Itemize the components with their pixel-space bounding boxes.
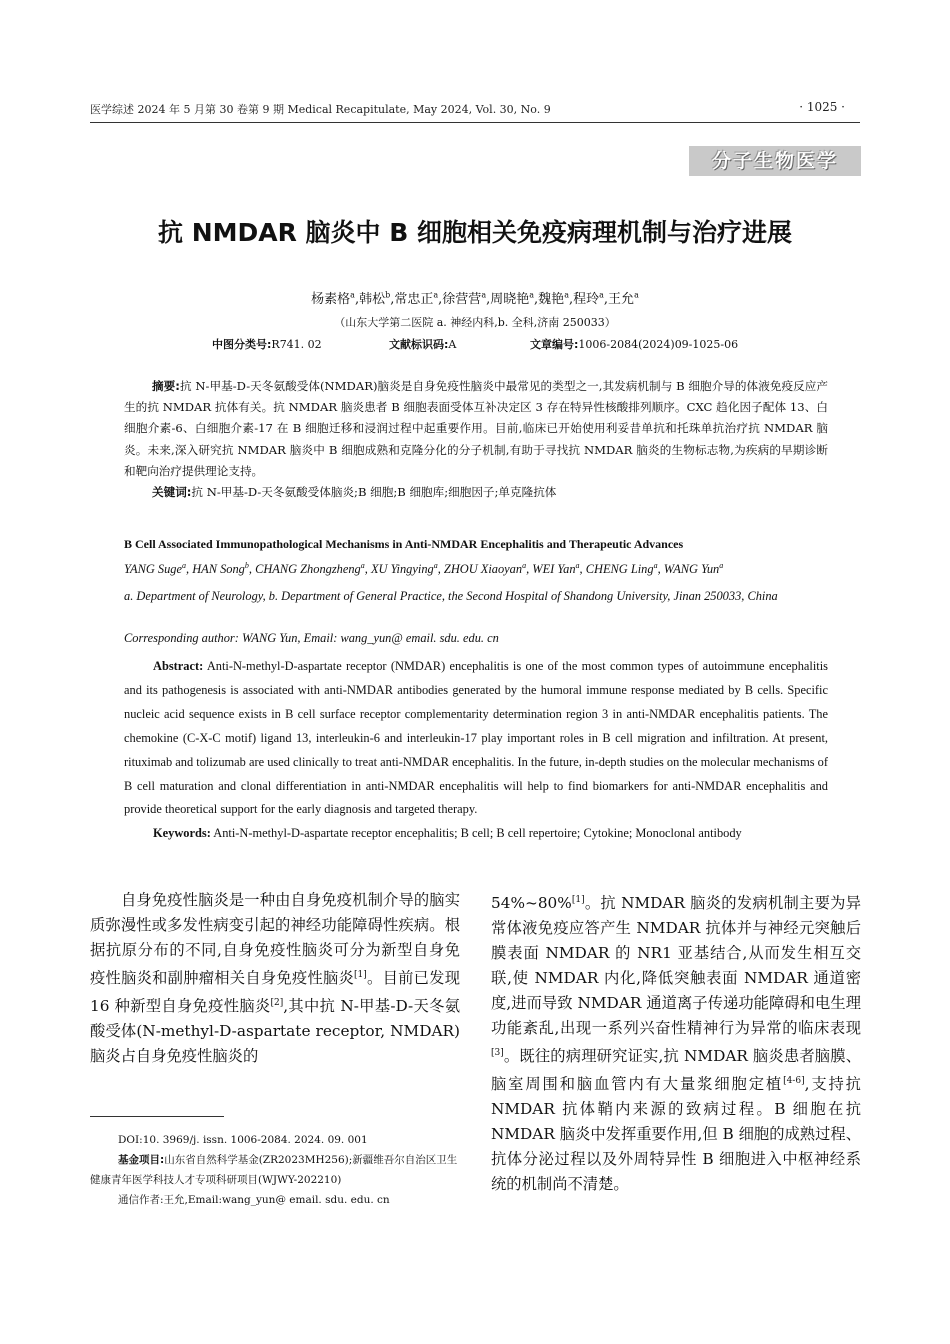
en-keywords: Anti-N-methyl-D-aspartate receptor encephalitis; B cell; B cell repertoire; Cytokine; Monoclonal antibody <box>213 826 742 841</box>
section-tag: 分子生物医学 <box>689 146 861 176</box>
fund-note: 基金项目:山东省自然科学基金(ZR2023MH256);新疆维吾尔自治区卫生健康青年医学科技人才专项科研项目(WJWY-202210) <box>90 1154 458 1186</box>
author-list: 杨素格$^a$,韩松$^b$,常忠正$^a$,徐营营$^a$,周晓艳$^a$,魏艳$^a$,程玲$^a$,王允$^a$ <box>311 290 639 307</box>
en-title: B Cell Associated Immunopathological Mechanisms in Anti-NMDAR Encephalitis and Therapeutic Advances <box>124 537 684 551</box>
corresponding-note: 通信作者:王允,Email:wang_yun@ email. sdu. edu. cn <box>118 1194 390 1206</box>
citation: [4-6] <box>783 1076 805 1087</box>
en-abstract: Abstract: Anti-N-methyl-D-aspartate receptor (NMDAR) encephalitis is one of the most common types of autoimmune encephalitis and its pathogenesis is associated with anti-NMDAR antibodies generated by the humoral immune response mediated by B cells. Specific nucleic acid sequence exists in B cell surface receptor complementarity determination region 3 in anti-NMDAR encephalitis patients. The chemokine (C-X-C motif) ligand 13, interleukin-6 and interleukin-17 play important roles in B cell migration and infiltration. At present, rituximab and tolizumab are used clinically to treat anti-NMDAR encephalitis. In the future, in-depth studies on the molecular mechanisms of B cell maturation and clonal differentiation in anti-NMDAR encephalitis will help to find biomarkers for anti-NMDAR encephalitis and provide theoretical support for the early diagnosis and targeted therapy. Keywords: Anti-N-methyl-D-aspartate receptor encephalitis; B cell; B cell repertoire; Cytokine; Monoclonal antibody <box>124 659 828 841</box>
header-divider <box>90 122 860 123</box>
author: 周晓艳 <box>490 292 530 307</box>
author: 徐营营 <box>442 292 482 307</box>
citation: [2] <box>270 998 284 1009</box>
citation: [1] <box>571 895 585 905</box>
author: 魏艳 <box>538 292 565 307</box>
page-number: · 1025 · <box>799 100 845 114</box>
en-corresponding-author: Corresponding author: WANG Yun, Email: wang_yun@ email. sdu. edu. cn <box>124 631 499 645</box>
footnote-divider <box>90 1116 224 1117</box>
document-code: 文献标识码:A <box>389 338 457 351</box>
journal-header: 医学综述 2024 年 5 月第 30 卷第 9 期 Medical Recapitulate, May 2024, Vol. 30, No. 9 <box>90 103 551 116</box>
affiliation: （山东大学第二医院 a. 神经内科,b. 全科,济南 250033） <box>334 316 616 329</box>
author: 王允 <box>608 292 635 307</box>
clc-number: 中图分类号:R741. 02 <box>212 338 322 351</box>
cn-abstract: 摘要:抗 N-甲基-D-天冬氨酸受体(NMDAR)脑炎是自身免疫性脑炎中最常见的类型之一,其发病机制与 B 细胞介导的体液免疫反应产生的抗 NMDAR 抗体有关。抗 NMDAR 脑炎患者 B 细胞表面受体互补决定区 3 存在特异性核酸排列顺序。CXC 趋化因子配体 13、白细胞介素-6、白细胞介素-17 在 B 细胞迁移和浸润过程中起重要作用。目前,临床已开始使用利妥昔单抗和托珠单抗治疗抗 NMDAR 脑炎。未来,深入研究抗 NMDAR 脑炎中 B 细胞成熟和克隆分化的分子机制,有助于寻找抗 NMDAR 脑炎的生物标志物,为疾病的早期诊断和靶向治疗提供理论支持。 关键词:抗 N-甲基-D-天冬氨酸受体脑炎;B 细胞;B 细胞库;细胞因子;单克隆抗体 <box>124 379 829 500</box>
author: 程玲 <box>573 292 600 307</box>
article-title: 抗 NMDAR 脑炎中 B 细胞相关免疫病理机制与治疗进展 <box>157 218 793 247</box>
body-left-column: 自身免疫性脑炎是一种由自身免疫机制介导的脑实质弥漫性或多发性病变引起的神经功能障碍性疾病。根据抗原分布的不同,自身免疫性脑炎可分为新型自身免疫性脑炎和副肿瘤相关自身免疫性脑炎[1]。目前已发现 16 种新型自身免疫性脑炎[2],其中抗 N-甲基-D-天冬氨酸受体(N-methyl-D-aspartate receptor, NMDAR)脑炎占自身免疫性脑炎的 <box>90 891 460 1066</box>
citation: [3] <box>491 1048 504 1059</box>
author: 杨素格 <box>311 292 351 307</box>
en-affiliation: a. Department of Neurology, b. Department of General Practice, the Second Hospital of Shandong University, Jinan 250033, China <box>124 589 778 603</box>
author: 韩松 <box>359 292 386 307</box>
article-number: 文章编号:1006-2084(2024)09-1025-06 <box>530 338 739 351</box>
doi: DOI:10. 3969/j. issn. 1006-2084. 2024. 09. 001 <box>118 1134 368 1146</box>
citation: [1] <box>354 970 367 980</box>
author: 常忠正 <box>394 292 434 307</box>
body-right-column: 54%~80%[1]。抗 NMDAR 脑炎的发病机制主要为异常体液免疫应答产生 NMDAR 抗体并与神经元突触后膜表面 NMDAR 的 NR1 亚基结合,从而发生相互交联,使 NMDAR 内化,降低突触表面 NMDAR 通道密度,进而导致 NMDAR 通道离子传递功能障碍和电生理功能紊乱,出现一系列兴奋性精神行为异常的临床表现[3]。既往的病理研究证实,抗 NMDAR 脑炎患者脑膜、脑室周围和脑血管内有大量浆细胞定植[4-6],支持抗 NMDAR 抗体鞘内来源的致病过程。B 细胞在抗 NMDAR 脑炎中发挥重要作用,但 B 细胞的成熟过程、抗体分泌过程以及外周特异性 B 细胞进入中枢神经系统的机制尚不清楚。 <box>491 894 861 1194</box>
en-author-list: YANG Suge$^a$, HAN Song$^b$, CHANG Zhongzheng$^a$, XU Yingying$^a$, ZHOU Xiaoyan$^a$, WEI Yan$^a$, CHENG Ling$^a$, WANG Yun$^a$ <box>124 561 724 577</box>
cn-keywords: 抗 N-甲基-D-天冬氨酸受体脑炎;B 细胞;B 细胞库;细胞因子;单克隆抗体 <box>191 485 557 500</box>
